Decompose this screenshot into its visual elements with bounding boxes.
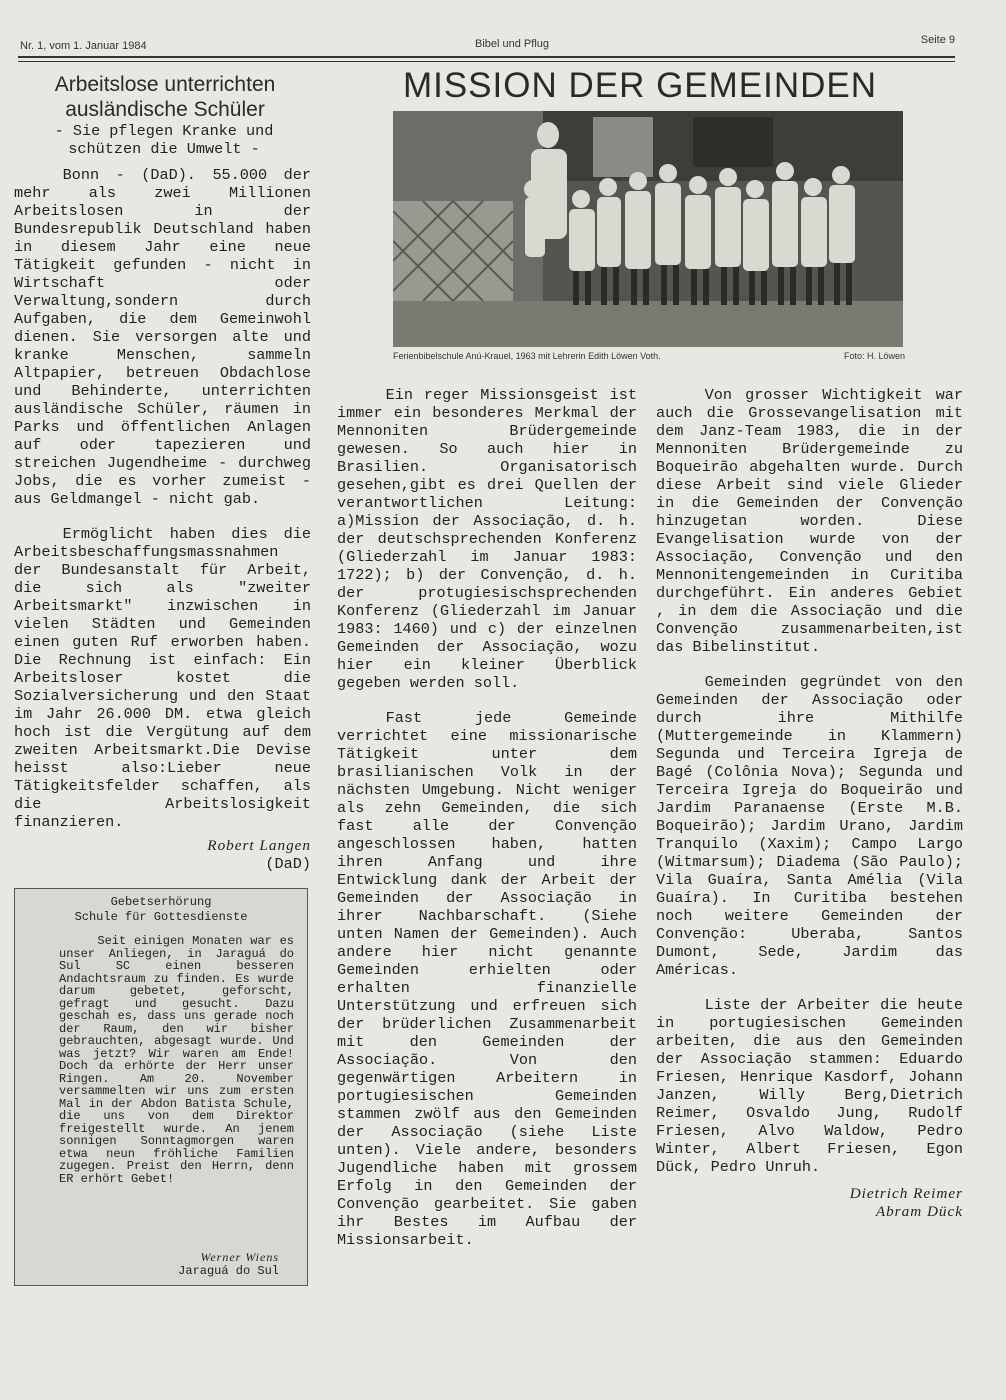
header-rule-thin [18,61,955,62]
publication-name: Bibel und Pflug [475,38,549,50]
prayer-box-place: Jaraguá do Sul [178,1264,279,1278]
main-article-column-1 [337,386,637,1249]
photo-caption-text: Ferienbibelschule Anú-Krauel, 1963 mit Lehrerin Edith Löwen Voth. [393,351,661,361]
issue-info: Nr. 1, vom 1. Januar 1984 [20,40,147,52]
group-photo [393,111,903,347]
prayer-box-author: Werner Wiens [200,1250,279,1264]
paragraph: Ein reger Missionsgeist ist immer ein besonderes Merkmal der Mennoniten Brüdergemeinde gewesen. So auch hier in Brasilien. Organisatorisch gesehen,gibt es drei Quellen der verantwortlichen Leitung: a)Mission der Associação, d. h. der deutschsprechenden Konferenz (Gliederzahl im Januar 1983: 1722); b) der Convenção, d. h. der protugiesischsprechenden Konferenz (Gliederzahl im Januar 1983: 1460) und c) der einzelnen Gemeinden der Associação, wozu hier ein kleiner Überblick gegeben werden soll. [337,386,637,692]
header-rule [18,56,955,58]
prayer-box-title-line2: Schule für Gottesdienste [74,910,248,924]
left-article-subheadline: - Sie pflegen Kranke und schützen die Umwelt - [54,122,274,158]
main-article-author-2: Abram Dück [875,1203,963,1220]
paragraph: Fast jede Gemeinde verrichtet eine missionarische Tätigkeit unter dem brasilianischen Volk in der nächsten Umgebung. Nicht weniger als zehn Gemeinden, die sich fast alle der Convenção angeschlossen haben, hatten ihren Anfang und ihre Entwicklung dank der Arbeit der Gemeinden der Associação in ihrer Nachbarschaft. (Siehe unten Namen der Gemeinden). Auch andere hier nicht genannte Gemeinden erhielten oder erhalten finanzielle Unterstützung und erfreuen sich der brüderlichen Zusammenarbeit mit den Gemeinden der Associação. Von den gegenwärtigen Arbeitern in portugiesischen Gemeinden stammen zwölf aus den Gemeinden der Associação (siehe Liste unten). Viele andere, besonders Jugendliche haben mit grossem Erfolg in den Gemeinden der Convenção gearbeitet. Sie gaben ihr Bestes im Aufbau der Missionsarbeit. [337,709,637,1249]
left-article-author: Robert Langen [207,837,311,854]
page-header [20,34,955,54]
left-article-agency: (DaD) [265,855,311,873]
main-article-column-2 [656,386,963,1221]
main-article-author-1: Dietrich Reimer [849,1185,963,1202]
prayer-box-title-line1: Gebetserhörung [110,895,212,909]
prayer-box [14,888,308,1286]
photo-caption [393,351,905,365]
page-number: Seite 9 [920,34,955,46]
paragraph: Bonn - (DaD). 55.000 der mehr als zwei Millionen Arbeitslosen in der Bundesrepublik Deutschland haben in diesem Jahr eine neue Tätigkeit gefunden - nicht in Wirtschaft oder Verwaltung,sondern durch Aufgaben, die dem Gemeinwohl dienen. Sie versorgen alte und kranke Menschen, sammeln Altpapier, betreuen Obdachlose und Behinderte, unterrichten ausländische Schüler, räumen in Parks und öffentlichen Anlagen auf oder tapezieren und streichen Jugendheime - durchweg Jobs, die es vorher zumeist - aus Geldmangel - nicht gab. [14,166,311,508]
group-photo-image [393,111,903,347]
prayer-box-signature [178,1250,279,1278]
prayer-box-body: Seit einigen Monaten war es unser Anliegen, in Jaraguá do Sul SC einen besseren Andachtsraum zu finden. Es wurde darum gebetet, geforscht, gefragt und gesucht. Dazu geschah es, dass uns gerade noch der Raum, den wir bisher gebrauchten, abgesagt wurde. Und was jetzt? Wir waren am Ende! Doch da erhörte der Herr unser Ringen. Am 20. November versammelten wir uns zum ersten Mal in der Abdon Batista Schule, die uns von dem Direktor freigestellt wurde. An jenem sonnigen Sonntagmorgen waren etwa neun fröhliche Familien zugegen. Preist den Herrn, denn ER erhört Gebet! [59,934,294,1186]
prayer-box-title [15,895,307,925]
main-article-title: MISSION DER GEMEINDEN [402,66,878,105]
paragraph: Ermöglicht haben dies die Arbeitsbeschaffungsmassnahmen der Bundesanstalt für Arbeit, die sich als "zweiter Arbeitsmarkt" inzwischen in vielen Städten und Gemeinden einen guten Ruf erworben haben. Die Rechnung ist einfach: Ein Arbeitsloser kostet die Sozialversicherung und den Staat im Jahr 26.000 DM. etwa gleich hoch ist die Vergütung auf dem zweiten Arbeitsmarkt.Die Devise heisst also:Lieber neue Tätigkeitsfelder schaffen, als die Arbeitslosigkeit finanzieren. [14,525,311,831]
left-article-headline: Arbeitslose unterrichten ausländische Schüler [54,73,276,121]
paragraph: Von grosser Wichtigkeit war auch die Grossevangelisation mit dem Janz-Team 1983, die in der Mennoniten Brüdergemeinde zu Boqueirão abgehalten wurde. Durch diese Arbeit sind viele Glieder in die Gemeinden der Convenção hinzugetan worden. Diese Evangelisation wurde von der Associação, Convenção und den Mennonitengemeinden in Curitiba durchgeführt. Ein anderes Gebiet , in dem die Associação und die Convenção zusammenarbeiten,ist das Bibelinstitut. [656,386,963,656]
paragraph: Liste der Arbeiter die heute in portugiesischen Gemeinden arbeiten, die aus den Gemeinden der Associação stammen: Eduardo Friesen, Henrique Kasdorf, Johann Janzen, Willy Berg,Dietrich Reimer, Osvaldo Jung, Rudolf Friesen, Alvo Waldow, Pedro Winter, Albert Friesen, Egon Dück, Pedro Unruh. [656,996,963,1176]
photo-credit: Foto: H. Löwen [843,351,905,361]
left-article-body [14,166,311,873]
paragraph: Gemeinden gegründet von den Gemeinden der Associação oder durch ihre Mithilfe (Muttergemeinde in Klammern) Segunda und Terceira Igreja de Bagé (Colônia Nova); Segunda und Terceira Igreja do Boqueirão und Jardim Paranaense (Erste M.B. Boqueirão); Jardim Urano, Jardim Tranquilo (Xaxim); Campo Largo (Witmarsum); Diadema (São Paulo); Vila Guaíra, Santa Amélia (Vila Guaíra). In Curitiba bestehen noch weitere Gemeinden der Convenção: Uberaba, Santos Dumont, Sede, Jardim das Américas. [656,673,963,979]
